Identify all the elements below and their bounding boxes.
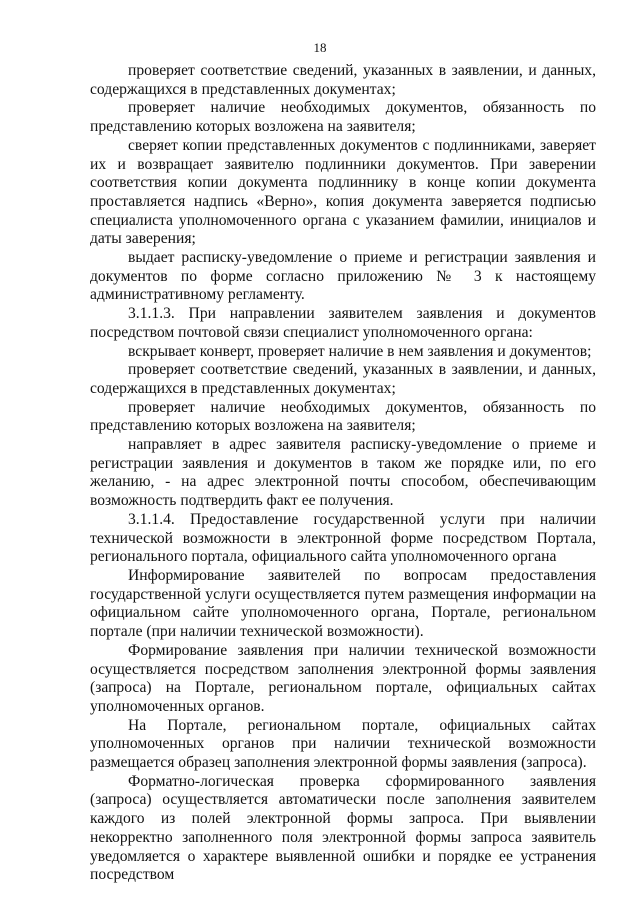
paragraph: На Портале, региональном портале, официальных сайтах уполномоченных органов при наличии технической возможности размещается образец заполнения электронной формы заявления (запроса).: [90, 716, 596, 772]
paragraph: Форматно-логическая проверка сформированного заявления (запроса) осуществляется автоматически после заполнения заявителем каждого из полей электронной формы запроса. При выявлении некорректно заполненного поля электронной формы запроса заявитель уведомляется о характере выявленной ошибки и порядке ее устранения посредством: [90, 772, 596, 884]
paragraph: проверяет соответствие сведений, указанных в заявлении, и данных, содержащихся в представленных документах;: [90, 62, 596, 98]
paragraph: сверяет копии представленных документов с подлинниками, заверяет их и возвращает заявителю подлинники документов. При заверении соответствия копии документа подлиннику в конце копии документа проставляется надпись «Верно», копия документа заверяется подписью специалиста уполномоченного органа с указанием фамилии, инициалов и даты заверения;: [90, 136, 596, 248]
paragraph: направляет в адрес заявителя расписку-уведомление о приеме и регистрации заявления и документов в таком же порядке или, по его желанию, - на адрес электронной почты способом, обеспечивающим возможность подтвердить факт ее получения.: [90, 436, 596, 510]
page-number: 18: [313, 40, 327, 55]
paragraph: вскрывает конверт, проверяет наличие в нем заявления и документов;: [128, 342, 592, 360]
paragraph: 3.1.1.3. При направлении заявителем заявления и документов посредством почтовой связи специалист уполномоченного органа:: [90, 305, 596, 341]
paragraph: проверяет наличие необходимых документов, обязанность по представлению которых возложена на заявителя;: [90, 99, 596, 136]
paragraph: Информирование заявителей по вопросам предоставления государственной услуги осуществляется путем размещения информации на официальном сайте уполномоченного органа, Портале, региональном портале (при наличии технической возможности).: [90, 566, 596, 641]
document-body: [90, 62, 596, 885]
paragraph: проверяет наличие необходимых документов, обязанность по представлению которых возложена на заявителя;: [90, 398, 596, 435]
paragraph: 3.1.1.4. Предоставление государственной услуги при наличии технической возможности в электронной форме посредством Портала, регионального портала, официального сайта уполномоченного органа: [90, 510, 596, 566]
paragraph: Формирование заявления при наличии технической возможности осуществляется посредством заполнения электронной формы заявления (запроса) на Портале, региональном портале, официальных сайтах уполномоченных органов.: [90, 641, 596, 715]
paragraph: проверяет соответствие сведений, указанных в заявлении, и данных, содержащихся в представленных документах;: [90, 361, 596, 397]
paragraph: выдает расписку-уведомление о приеме и регистрации заявления и документов по форме согласно приложению № 3 к настоящему административному регламенту.: [90, 249, 596, 304]
